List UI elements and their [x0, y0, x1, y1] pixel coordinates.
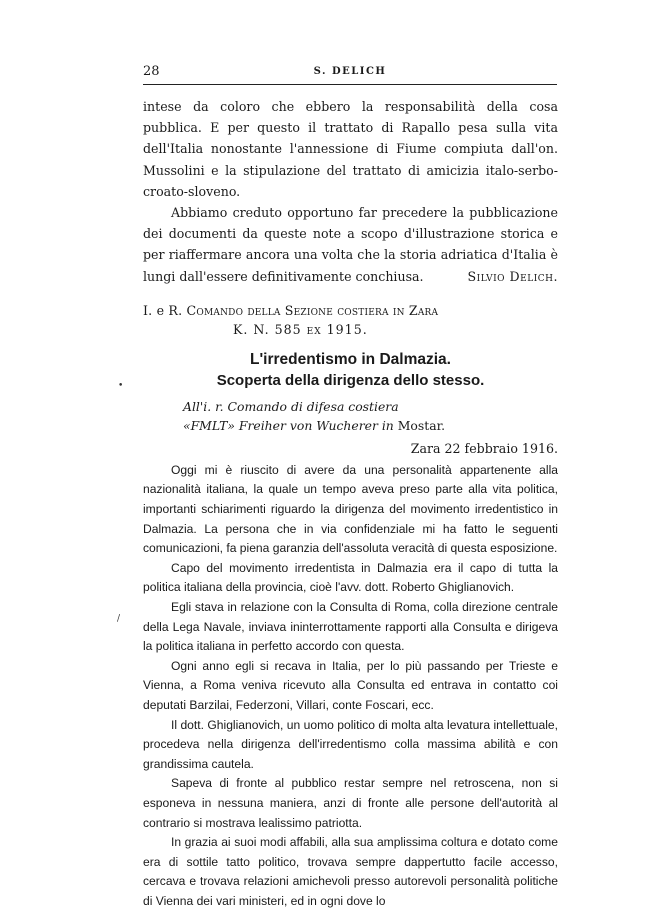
- command-prefix: I. e R.: [143, 302, 183, 318]
- letter-paragraph-3: Egli stava in relazione con la Consulta di Roma, colla direzione centrale della Lega Navale, inviava ininterrottamente rapporti alla Consulta e dirigeva la politica italiana in perfetto accordo con questa.: [143, 599, 558, 654]
- title-line-2: Scoperta della dirigenza dello stesso.: [216, 371, 485, 389]
- addressee-line-2: [183, 416, 558, 435]
- command-unit: Comando della Sezione costiera in Zara: [186, 302, 439, 318]
- intro-paragraph-1: intese da coloro che ebbero la responsabilità della cosa pubblica. E per questo il trattato di Rapallo pesa sulla vita dell'Italia nonostante l'annessione di Fiume compiuta dall'on. Mussolini e la stipulazione del trattato di amicizia italo-serbo-croato-sloveno.: [143, 99, 558, 199]
- intro-paragraph-2-text: Abbiamo creduto opportuno far precedere la pubblicazione dei documenti da queste note a scopo d'illustrazione storica e per riaffermare ancora una volta che la storia adriatica d'Italia è lungi dall'essere definitivamente conchiusa.: [143, 205, 558, 284]
- margin-mark-dot: •: [118, 381, 124, 391]
- letter-paragraph-4: Ogni anno egli si recava in Italia, per lo più passando per Trieste e Vienna, a Roma veniva ricevuto alla Consulta ed entrava in contatto coi deputati Barzilai, Federzoni, Villari, conte Foscari, ecc.: [143, 658, 558, 712]
- margin-mark-stroke: /: [117, 614, 121, 624]
- letter-body: [143, 461, 558, 911]
- letter-paragraph-5: Il dott. Ghiglianovich, un uomo politico di molta alta levatura intellettuale, procedeva nella dirigenza dell'irredentismo colla massima abilità e con grandissima cautela.: [143, 717, 558, 771]
- command-heading: [143, 301, 558, 339]
- page-header: [143, 62, 557, 85]
- title-line-1: L'irredentismo in Dalmazia.: [250, 350, 451, 368]
- addressee-name: «FMLT» Freiher von Wucherer in: [183, 417, 394, 433]
- intro-paragraph-2: [143, 202, 558, 287]
- letter-paragraph-6: Sapeva di fronte al pubblico restar sempre nel retroscena, non si esponeva in nessuna maniera, anzi di fronte alle persone dell'autorità al contrario si mostrava lealissimo patriotta.: [143, 776, 558, 830]
- page-number: 28: [143, 64, 160, 79]
- letter-paragraph-1: Oggi mi è riuscito di avere da una personalità appartenente alla nazionalità italiana, la quale un tempo aveva preso parte alla vita politica, importanti schiarimenti riguardo la dirigenza del movimento irredentistico in Dalmazia. La persona che in via confidenziale mi ha fatto le seguenti comunicazioni, fa piena garanzia dell'assoluta veracità di questa esposizione.: [143, 462, 558, 556]
- command-line-1: [143, 301, 558, 320]
- addressee-place: Mostar.: [397, 417, 446, 433]
- running-head: S. DELICH: [313, 66, 387, 77]
- addressee: [143, 397, 558, 435]
- addressee-line-1: All'i. r. Comando di difesa costiera: [183, 398, 399, 414]
- author-signature: Silvio Delich.: [467, 268, 558, 284]
- command-reference: K. N. 585 ex 1915.: [233, 321, 368, 337]
- letter-paragraph-7: In grazia ai suoi modi affabili, alla sua amplissima coltura e dotato come era di sottile tatto politico, trovava sempre dappertutto facile accesso, cercava e trovava relazioni amichevoli presso autorevoli personalità politiche di Vienna dei vari ministeri, ed in ogni dove lo: [143, 835, 558, 908]
- letter-paragraph-2: Capo del movimento irredentista in Dalmazia era il capo di tutta la politica italiana della provincia, cioè l'avv. dott. Roberto Ghiglianovich.: [143, 560, 558, 595]
- letter-date: Zara 22 febbraio 1916.: [410, 440, 558, 456]
- page-body: [143, 96, 558, 911]
- document-title: [143, 349, 558, 391]
